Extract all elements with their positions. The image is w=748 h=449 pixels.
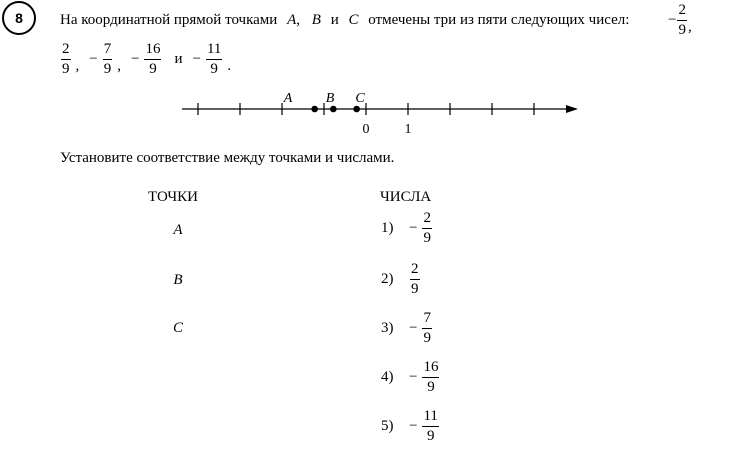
- option-label: 1): [381, 220, 394, 236]
- point-b-label: B: [311, 12, 321, 28]
- task-number: 8: [15, 10, 23, 26]
- option-label: 5): [381, 418, 394, 434]
- and-word: и: [174, 51, 183, 67]
- fraction: [410, 262, 420, 297]
- numerator: 2: [61, 42, 71, 60]
- separator: .: [227, 58, 232, 74]
- denominator: 9: [427, 379, 435, 395]
- numerator: 11: [422, 409, 438, 427]
- fraction: [422, 409, 438, 444]
- numerator: 11: [206, 42, 222, 60]
- task-statement-line2: [60, 42, 231, 77]
- point-c-label: C: [348, 12, 359, 28]
- option-4: [381, 360, 440, 395]
- table-point-c: C: [172, 320, 183, 336]
- option-label: 4): [381, 369, 394, 385]
- points-header: ТОЧКИ: [148, 189, 199, 205]
- fraction: [144, 42, 161, 77]
- fraction: [677, 3, 687, 38]
- denominator: 9: [103, 61, 112, 77]
- fraction: [422, 360, 439, 395]
- number-line: [0, 88, 748, 140]
- denominator: 9: [678, 22, 686, 38]
- number-item-1: [668, 3, 692, 38]
- denominator: 9: [423, 330, 431, 346]
- number-sign: −: [668, 12, 677, 28]
- table-point-b: B: [173, 272, 183, 288]
- option-sign: −: [409, 369, 418, 385]
- numerator: 7: [422, 311, 432, 329]
- option-2: [381, 262, 421, 297]
- option-label: 2): [381, 271, 394, 287]
- tick-label-one: 1: [404, 122, 412, 137]
- number-sign: −: [89, 51, 98, 67]
- number-sign: −: [130, 51, 140, 67]
- intro-text-2: отмечены три из пяти следующих чисел:: [368, 12, 630, 28]
- option-sign: −: [409, 320, 418, 336]
- table-point-a: A: [173, 222, 183, 238]
- fraction: [103, 42, 113, 77]
- fraction: [206, 42, 222, 77]
- numerator: 16: [144, 42, 161, 60]
- fraction: [422, 211, 432, 246]
- point-b-label: B: [325, 91, 335, 106]
- point-a-dot: [311, 106, 318, 113]
- separator: ,: [117, 58, 121, 74]
- point-c-label: C: [355, 91, 365, 106]
- separator: ,: [687, 19, 692, 35]
- fraction: [422, 311, 432, 346]
- option-label: 3): [381, 320, 394, 336]
- option-sign: −: [409, 418, 418, 434]
- point-c-dot: [353, 106, 360, 113]
- option-1: [381, 211, 433, 246]
- denominator: 9: [426, 428, 435, 444]
- option-3: [381, 311, 433, 346]
- instruction-text: Установите соответствие между точками и числами.: [60, 150, 395, 166]
- option-sign: −: [409, 220, 418, 236]
- numerator: 16: [422, 360, 439, 378]
- denominator: 9: [149, 61, 157, 77]
- task-statement-line1: [60, 10, 629, 30]
- denominator: 9: [423, 230, 431, 246]
- arrow-right-icon: [566, 105, 578, 113]
- point-b-dot: [330, 106, 337, 113]
- and-word: и: [330, 12, 339, 28]
- denominator: 9: [210, 61, 218, 77]
- fraction: [61, 42, 71, 77]
- numbers-header: ЧИСЛА: [380, 189, 432, 205]
- tick-label-zero: 0: [362, 122, 370, 137]
- denominator: 9: [62, 61, 70, 77]
- option-5: [381, 409, 440, 444]
- number-sign: −: [192, 51, 201, 67]
- point-a-label: A: [287, 12, 297, 28]
- numerator: 2: [677, 3, 687, 21]
- comma: ,: [296, 12, 301, 28]
- task-number-badge: [2, 1, 36, 35]
- numerator: 2: [410, 262, 420, 280]
- numerator: 2: [422, 211, 432, 229]
- numerator: 7: [103, 42, 113, 60]
- intro-text: На координатной прямой точками: [60, 12, 278, 28]
- point-a-label: A: [283, 91, 293, 106]
- separator: ,: [75, 58, 80, 74]
- denominator: 9: [411, 281, 419, 297]
